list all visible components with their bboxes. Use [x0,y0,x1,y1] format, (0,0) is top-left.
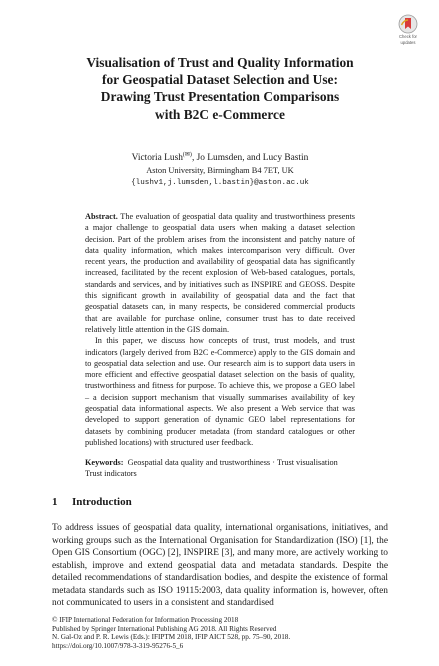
copyright-footer [52,616,392,650]
keywords [85,457,355,480]
abstract-text-1: The evaluation of geospatial data quality and trustworthiness presents a major challenge to geospatial data users when making a dataset selection decision. Part of the problem arises from the inconsistent and patchy nature of data quality information, which makes intercomparison very difficult. Over recent years, the production and availability of geospatial data has significantly increased, facilitated by the recent explosion of Web-based catalogues, portals, standards and services, and by initiatives such as INSPIRE and GEOSS. Despite this significant growth in availability of geospatial data and the fact that geospatial datasets can, in many respects, be considered commercial products that are available for purchase online, consumer trust has to date received relatively little attention in the GIS domain. [85,212,355,334]
keywords-text: Geospatial data quality and trustworthiness · Trust visualisation Trust indicators [85,458,338,479]
footer-line: N. Gal-Oz and P. R. Lewis (Eds.): IFIPTM 2018, IFIP AICT 528, pp. 75–90, 2018. [52,633,291,642]
doi-link[interactable]: https://doi.org/10.1007/978-3-319-95276-5_6 [52,641,184,650]
abstract-paragraph-1 [85,211,355,335]
footer-line: © IFIP International Federation for Information Processing 2018 [52,616,239,624]
footer-line: Published by Springer International Publishing AG 2018. All Rights Reserved [52,624,277,633]
updates-label-1: Check for [399,34,417,39]
check-for-updates-badge[interactable] [391,14,425,45]
paper-title [70,54,370,123]
keywords-label: Keywords: [85,458,124,467]
intro-paragraph: To address issues of geospatial data quality, international organisations, initiatives, and working groups such as the International Organisation for Standardization (ISO) [1], the Open GIS Consortium (OGC) [2], INSPIRE [3], and many more, are actively working to establish, improve and extend geospatial data and metadata standards. Despite the detailed recommendations of standardisation bodies, and despite the existence of formal metadata standards such as ISO 19115:2003, data quality information is, however, often not communicated to users in a consistent and standardised [52,523,388,608]
abstract-label: Abstract. [85,212,118,221]
section-number: 1 [52,496,58,508]
abstract-paragraph-2: In this paper, we discuss how concepts of trust, trust models, and trust indicators (largely derived from B2C e-Commerce) apply to the GIS domain and to geospatial data selection and use. Our research aim is to support data users in more efficient and effective geospatial dataset selection on the basis of quality, trustworthiness and fitness for purpose. To achieve this, we propose a GEO label – a decision support mechanism that visually summarises availability of key geospatial data informational aspects. We also present a Web service that was developed to support generation of dynamic GEO label representations for datasets by combining producer metadata (from standard catalogues or other published locations) with structured user feedback. [85,336,355,447]
abstract [85,211,355,448]
author-corresponding: Victoria Lush [131,153,183,164]
affiliation: Aston University, Birmingham B4 7ET, UK [146,166,294,175]
authors [40,151,400,163]
title-line: Drawing Trust Presentation Comparisons [100,89,340,105]
title-line: for Geospatial Dataset Selection and Use: [102,72,338,88]
author-emails: {lushv1,j.lumsden,l.bastin}@aston.ac.uk [131,179,309,187]
check-for-updates-icon [398,14,418,34]
title-line: Visualisation of Trust and Quality Information [86,55,354,70]
title-line: with B2C e-Commerce [155,106,285,122]
author-others: , Jo Lumsden, and Lucy Bastin [191,153,309,164]
corresponding-mark: (✉) [182,152,192,158]
section-title: Introduction [72,496,132,508]
updates-label-2: updates [400,39,416,45]
section-heading [52,496,132,508]
